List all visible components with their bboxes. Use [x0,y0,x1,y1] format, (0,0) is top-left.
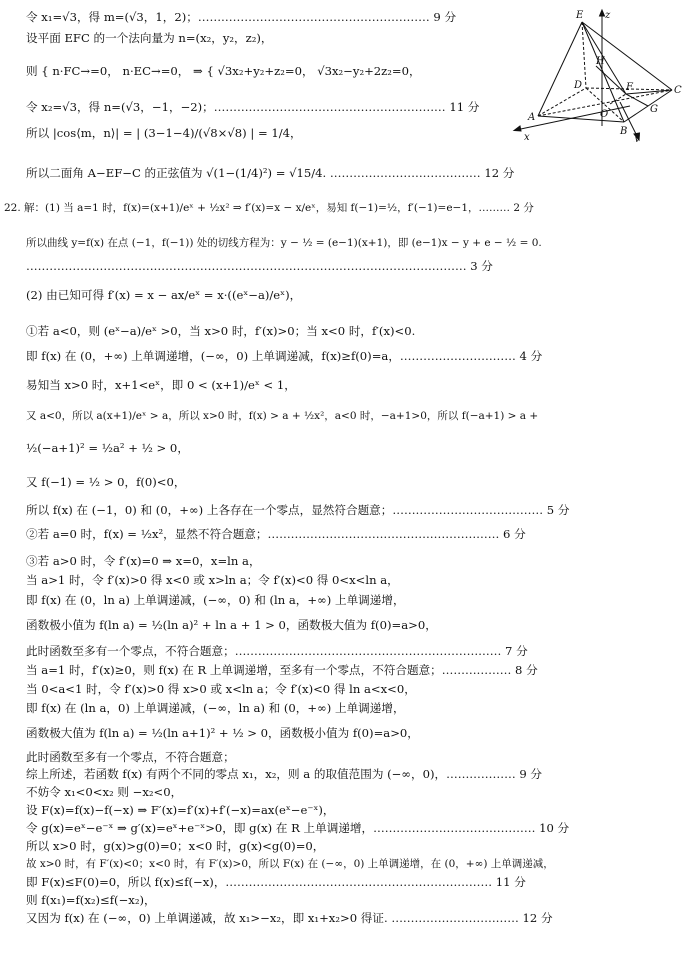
line-9: …………………………………………………………………………………………………… 3 分 [26,259,493,273]
line-31: 设 F(x)=f(x)−f(−x) ⇒ F′(x)=f′(x)+f′(−x)=ax(eˣ−e⁻ˣ)， [26,803,335,817]
label-x: x [524,132,530,142]
line-30: 不妨令 x₁<0<x₂ 则 −x₂<0， [26,785,183,799]
line-8: 所以曲线 y=f(x) 在点 (−1，f(−1)) 处的切线方程为：y − ½ = (e−1)(x+1)，即 (e−1)x − y + e − ½ = 0. [26,237,542,249]
line-1: 令 x₁=√3，得 m=(√3，1，2)；…………………………………………………… 9 分 [26,10,457,24]
line-12: 即 f(x) 在 (0，+∞) 上单调递增，(−∞，0) 上单调递减，f(x)≥f(0)=a，………………………… 4 分 [26,349,543,363]
line-2: 设平面 EFC 的一个法向量为 n=(x₂，y₂，z₂)， [26,31,273,45]
label-C: C [674,85,682,96]
line-7: 22. 解：(1) 当 a=1 时，f(x)=(x+1)/eˣ + ½x² ⇒ f′(x)=x − x/eˣ，易知 f(−1)=½，f′(−1)=e−1，……… 2 分 [4,202,534,214]
line-18: ②若 a=0 时，f(x) = ½x²，显然不符合题意；…………………………………………………… 6 分 [26,527,526,541]
line-24: 当 a=1 时，f′(x)≥0，则 f(x) 在 R 上单调递增，至多有一个零点，不符合题意；……………… 8 分 [26,663,538,677]
line-22: 函数极小值为 f(ln a) = ½(ln a)² + ln a + 1 > 0，函数极大值为 f(0)=a>0， [26,618,437,632]
label-O: O [600,109,609,120]
line-11: ①若 a<0，则 (eˣ−a)/eˣ >0，当 x>0 时，f′(x)>0；当 x<0 时，f′(x)<0. [26,324,416,338]
line-16: 又 f(−1) = ½ > 0，f(0)<0， [26,475,186,489]
line-37: 又因为 f(x) 在 (−∞，0) 上单调递减，故 x₁>−x₂，即 x₁+x₂>0 得证. …………………………… 12 分 [26,911,553,925]
label-G: G [650,104,658,115]
label-B: B [620,126,628,137]
line-32: 令 g(x)=eˣ−e⁻ˣ ⇒ g′(x)=eˣ+e⁻ˣ>0，即 g(x) 在 R 上单调递增，…………………………………… 10 分 [26,821,570,835]
line-21: 即 f(x) 在 (0，ln a) 上单调递减，(−∞，0) 和 (ln a，+∞) 上单调递增， [26,593,405,607]
line-29: 综上所述，若函数 f(x) 有两个不同的零点 x₁，x₂，则 a 的取值范围为 (−∞，0)，……………… 9 分 [26,767,543,781]
line-27: 函数极大值为 f(ln a) = ½(ln a+1)² + ½ > 0，函数极小值为 f(0)=a>0， [26,726,419,740]
line-36: 则 f(x₁)=f(x₂)≤f(−x₂)， [26,893,156,907]
line-4: 令 x₂=√3，得 n=(√3，−1，−2)；…………………………………………………… 11 分 [26,100,480,114]
line-35: 即 F(x)≤F(0)=0，所以 f(x)≤f(−x)，…………………………………………………………… 11 分 [26,875,526,889]
line-10: (2) 由已知可得 f′(x) = x − ax/eˣ = x·((eˣ−a)/eˣ)， [26,288,302,302]
line-20: 当 a>1 时，令 f′(x)>0 得 x<0 或 x>ln a；令 f′(x)<0 得 0<x<ln a， [26,573,399,587]
line-23: 此时函数至多有一个零点，不符合题意；…………………………………………………………… 7 分 [26,644,528,658]
line-13: 易知当 x>0 时，x+1<eˣ，即 0 < (x+1)/eˣ < 1， [26,378,296,392]
label-A: A [528,112,536,123]
label-D: D [574,80,583,91]
label-F: F [626,82,633,93]
pyramid-diagram [510,6,686,142]
line-15: ½(−a+1)² = ½a² + ½ > 0， [26,441,189,455]
line-25: 当 0<a<1 时，令 f′(x)>0 得 x>0 或 x<ln a；令 f′(x)<0 得 ln a<x<0， [26,682,416,696]
line-17: 所以 f(x) 在 (−1，0) 和 (0，+∞) 上各存在一个零点，显然符合题意；………………………………… 5 分 [26,503,570,517]
line-3: 则 { n·FC→=0， n·EC→=0， ⇒ { √3x₂+y₂+z₂=0， √3x₂−y₂+2z₂=0， [26,64,421,78]
label-y: y [634,133,640,142]
label-H: H [596,56,605,67]
figure-3d [510,6,686,142]
line-19: ③若 a>0 时，令 f′(x)=0 ⇒ x=0，x=ln a， [26,554,261,568]
line-5: 所以 |cos⟨m，n⟩| = | (3−1−4)/(√8×√8) | = 1/4， [26,126,302,140]
line-26: 即 f(x) 在 (ln a，0) 上单调递减，(−∞，ln a) 和 (0，+∞) 上单调递增， [26,701,405,715]
line-33: 所以 x>0 时，g(x)>g(0)=0；x<0 时，g(x)<g(0)=0， [26,839,325,853]
line-34: 故 x>0 时，有 F′(x)<0；x<0 时，有 F′(x)>0，所以 F(x) 在 (−∞，0) 上单调递增，在 (0，+∞) 上单调递减， [26,858,554,870]
line-6: 所以二面角 A−EF−C 的正弦值为 √(1−(1/4)²) = √15/4. ………………………………… 12 分 [26,166,515,180]
label-z: z [605,10,611,21]
label-E: E [576,10,584,21]
line-28: 此时函数至多有一个零点，不符合题意； [26,750,235,764]
line-14: 又 a<0，所以 a(x+1)/eˣ > a，所以 x>0 时，f(x) > a + ½x²，a<0 时，−a+1>0，所以 f(−a+1) > a + [26,410,539,422]
